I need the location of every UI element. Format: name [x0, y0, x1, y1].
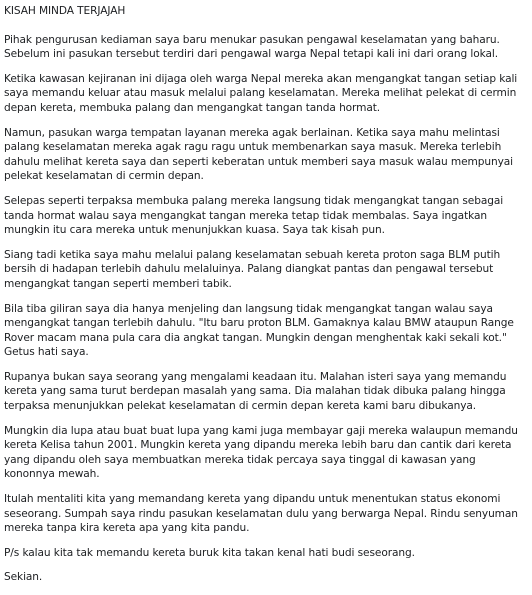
- post-paragraph-8: Mungkin dia lupa atau buat buat lupa yang kami juga membayar gaji mereka walaupun memandu kereta Kelisa tahun 2001. Mungkin kereta yang dipandu mereka lebih baru dan cantik dari kereta yang dipandu oleh saya membuatkan mereka tidak percaya saya tinggal di kawasan yang kononnya mewah.: [4, 424, 518, 481]
- post-paragraph-4: Selepas seperti terpaksa membuka palang mereka langsung tidak mengangkat tangan sebagai tanda hormat walau saya mengangkat tangan mereka tetap tidak membalas. Saya ingatkan mungkin itu cara mereka untuk menunjukkan kuasa. Saya tak kisah pun.: [4, 194, 504, 237]
- post-paragraph-5: Siang tadi ketika saya mahu melalui palang keselamatan sebuah kereta proton saga BLM putih bersih di hadapan terlebih dahulu melaluinya. Palang diangkat pantas dan pengawal tersebut mengangkat tangan seperti memberi tabik.: [4, 248, 501, 290]
- post-paragraph-11: Sekian.: [4, 571, 43, 584]
- post-paragraph-6: Bila tiba giliran saya dia hanya menjeling dan langsung tidak mengangkat tangan walau saya mengangkat tangan terlebih dahulu. "Itu baru proton BLM. Gamaknya kalau BMW ataupun Range Rover macam mana pula cara dia angkat tangan. Mungkin dengan menghentak kaki sekali kot." Getus hati saya.: [4, 302, 514, 359]
- post-title: KISAH MINDA TERJAJAH: [4, 5, 126, 17]
- post-paragraph-2: Ketika kawasan kejiranan ini dijaga oleh warga Nepal mereka akan mengangkat tangan setiap kali saya memandu keluar atau masuk melalui palang keselamatan. Mereka melihat pelekat di cermin depan kereta, membuka palang dan mengangkat tangan tanda hormat.: [4, 72, 518, 114]
- post-paragraph-10: P/s kalau kita tak memandu kereta buruk kita takan kenal hati budi seseorang.: [4, 546, 415, 559]
- post-body: [4, 4, 524, 595]
- post-paragraph-9: Itulah mentaliti kita yang memandang kereta yang dipandu untuk menentukan status ekonomi seseorang. Sumpah saya rindu pasukan keselamatan dulu yang berwarga Nepal. Rindu senyuman mereka tanpa kira kereta apa yang kita pandu.: [4, 493, 518, 535]
- post-paragraph-7: Rupanya bukan saya seorang yang mengalami keadaan itu. Malahan isteri saya yang memandu kereta yang sama turut berdepan masalah yang sama. Dia malahan tidak dibuka palang hingga terpaksa menunjukkan pelekat keselamatan di cermin depan kereta kami baru dibukanya.: [4, 370, 507, 413]
- post-paragraph-1: Pihak pengurusan kediaman saya baru menukar pasukan pengawal keselamatan yang baharu. Sebelum ini pasukan tersebut terdiri dari pengawal warga Nepal tetapi kali ini dari orang lokal.: [4, 33, 500, 61]
- post-paragraph-3: Namun, pasukan warga tempatan layanan mereka agak berlainan. Ketika saya mahu melintasi palang keselamatan mereka agak ragu ragu untuk membenarkan saya masuk. Mereka terlebih dahulu melihat kereta saya dan seperti keberatan untuk memberi saya masuk walau mempunyai pelekat keselamatan di cermin depan.: [4, 126, 514, 183]
